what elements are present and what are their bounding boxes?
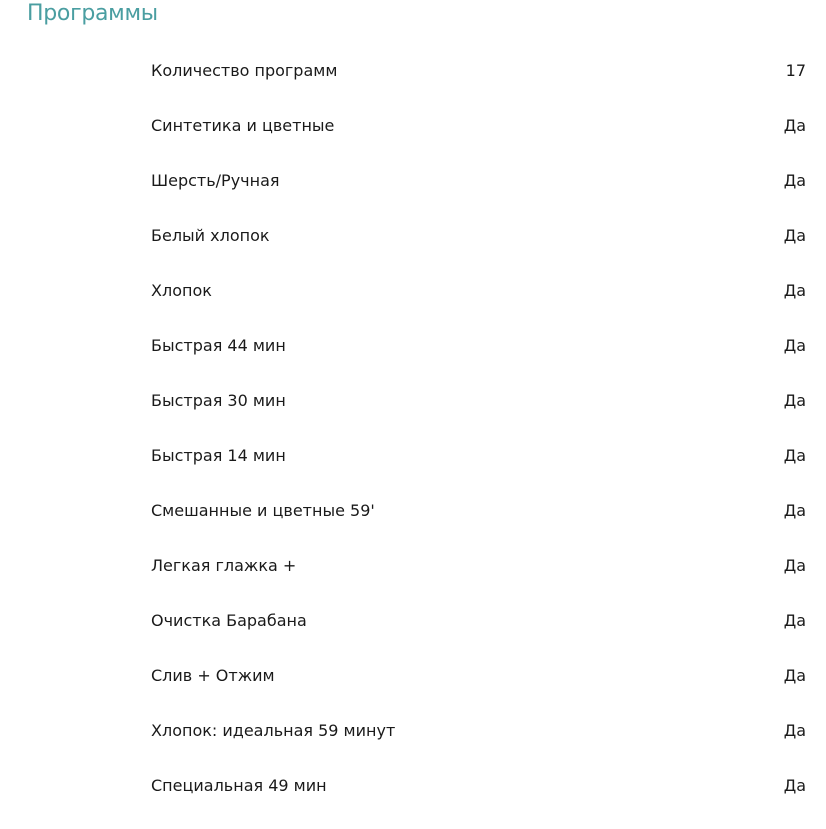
spec-value: Да [783,555,806,575]
spec-label: Хлопок [151,280,212,300]
spec-value: Да [783,775,806,795]
spec-value: Да [783,390,806,410]
spec-row-wool [151,153,806,208]
spec-row-drum-clean [151,593,806,648]
spec-row-quick-44 [151,318,806,373]
spec-label: Смешанные и цветные 59' [151,500,375,520]
spec-label: Специальная 49 мин [151,775,327,795]
spec-row-mixed-colors [151,483,806,538]
spec-label: Быстрая 30 мин [151,390,286,410]
spec-label: Синтетика и цветные [151,115,335,135]
spec-row-program-count [151,43,806,98]
spec-row-synthetics [151,98,806,153]
spec-row-quick-14 [151,428,806,483]
spec-value: Да [783,225,806,245]
spec-row-white-cotton [151,208,806,263]
section-title: Программы [27,1,158,26]
spec-row-cotton [151,263,806,318]
spec-value: Да [783,445,806,465]
spec-label: Быстрая 44 мин [151,335,286,355]
spec-value: Да [783,665,806,685]
spec-value: Да [783,500,806,520]
spec-label: Белый хлопок [151,225,270,245]
spec-value: Да [783,720,806,740]
spec-value: Да [783,610,806,630]
spec-value: Да [783,280,806,300]
spec-label: Очистка Барабана [151,610,307,630]
spec-row-cotton-ideal [151,703,806,758]
spec-label: Количество программ [151,60,338,80]
spec-row-easy-iron [151,538,806,593]
spec-value: Да [783,170,806,190]
spec-label: Шерсть/Ручная [151,170,280,190]
spec-value: Да [783,335,806,355]
spec-row-drain-spin [151,648,806,703]
spec-list [151,43,806,813]
spec-row-quick-30 [151,373,806,428]
spec-value: Да [783,115,806,135]
spec-label: Хлопок: идеальная 59 минут [151,720,396,740]
spec-label: Легкая глажка + [151,555,297,575]
spec-label: Быстрая 14 мин [151,445,286,465]
spec-row-special-49 [151,758,806,813]
spec-label: Слив + Отжим [151,665,275,685]
spec-value: 17 [785,60,806,80]
